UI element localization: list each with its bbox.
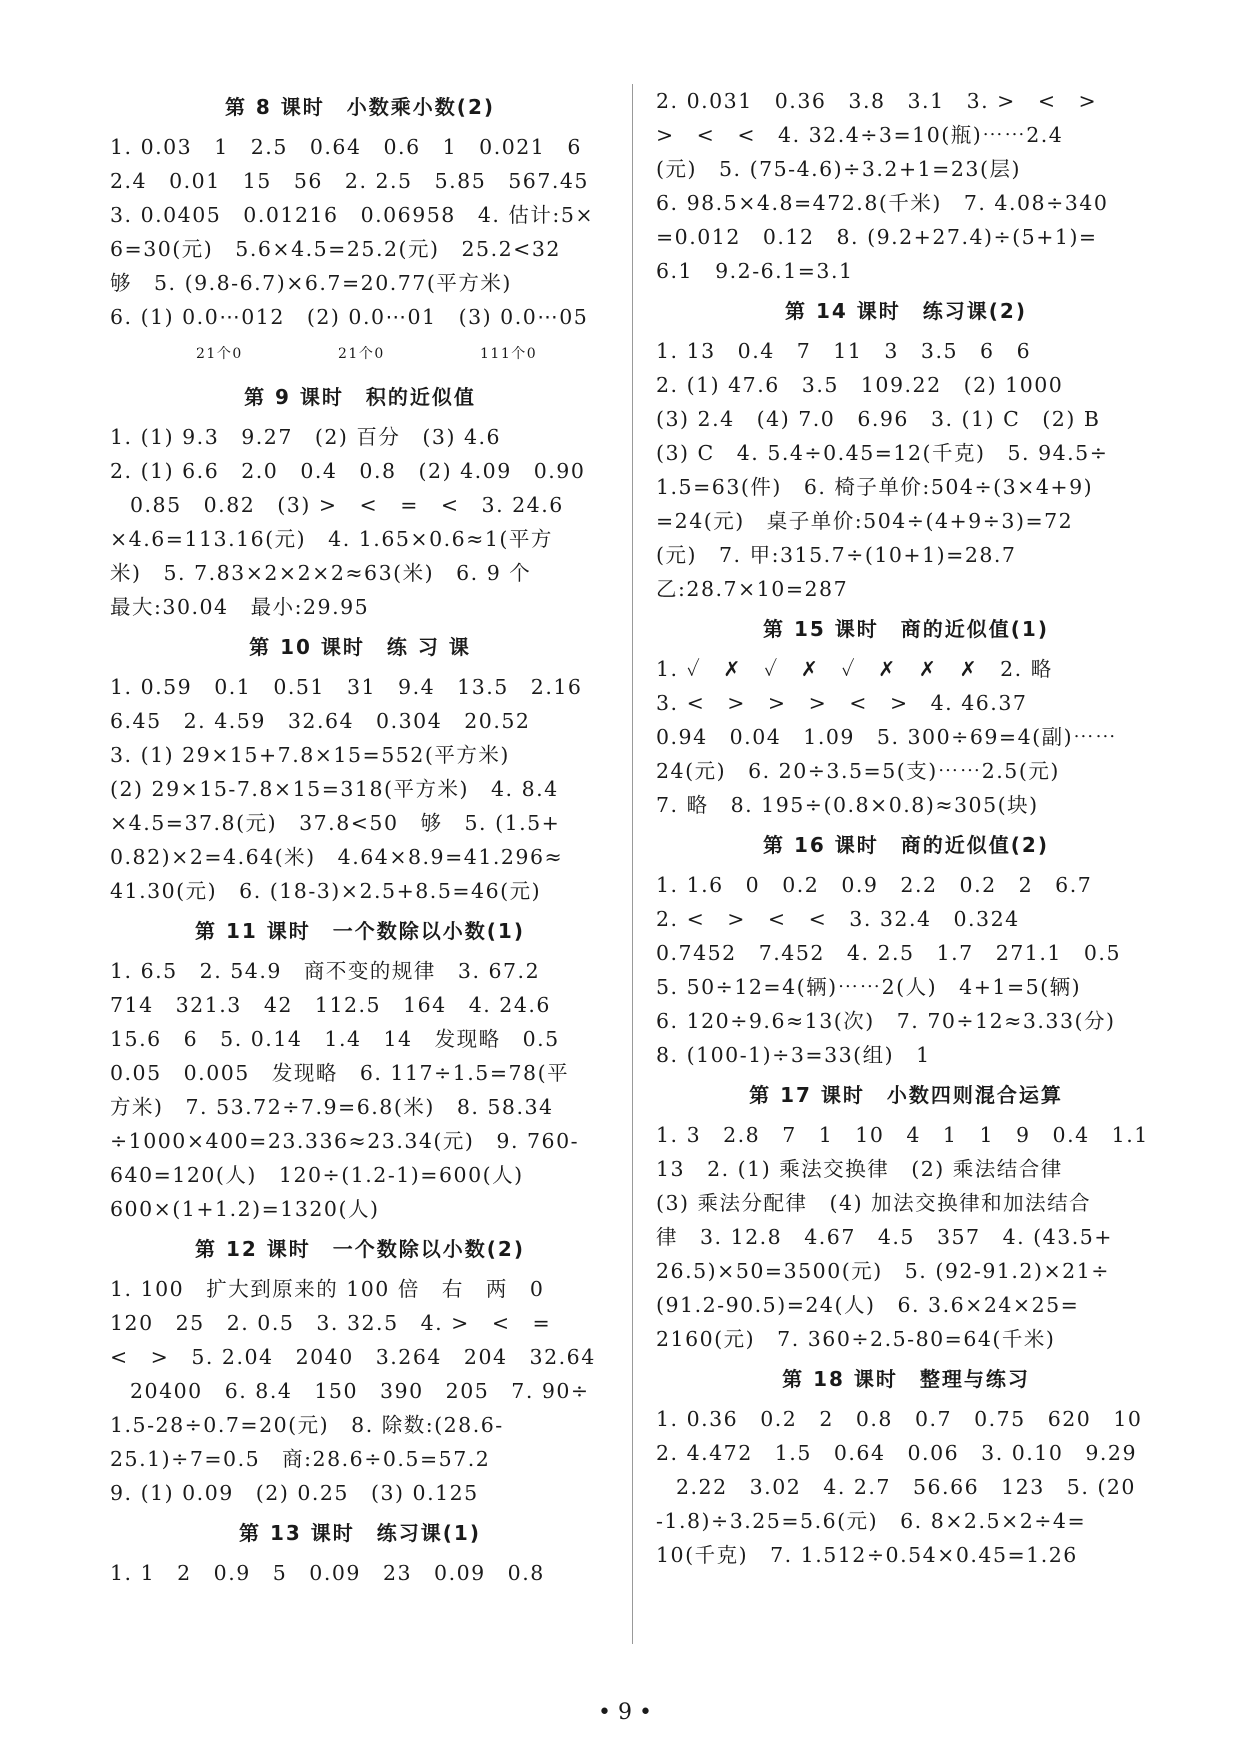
answer-line: 640=120(人) 120÷(1.2-1)=600(人)	[110, 1163, 524, 1187]
answer-line: 1.5=63(件) 6. 椅子单价:504÷(3×4+9)	[656, 475, 1094, 499]
section-11-body	[110, 954, 610, 1226]
answer-line: 714 321.3 42 112.5 164 4. 24.6	[110, 993, 551, 1017]
answer-line: 6. (1) 0.0⋯012 (2) 0.0⋯01 (3) 0.0⋯05	[110, 305, 589, 329]
answer-line: 1. 6.5 2. 54.9 商不变的规律 3. 67.2	[110, 959, 541, 983]
answer-line: (3) C 4. 5.4÷0.45=12(千克) 5. 94.5÷	[656, 441, 1109, 465]
answer-line: 0.7452 7.452 4. 2.5 1.7 271.1 0.5	[656, 941, 1121, 965]
section-10-body	[110, 670, 610, 908]
answer-line: 6.45 2. 4.59 32.64 0.304 20.52	[110, 709, 531, 733]
answer-line: =24(元) 桌子单价:504÷(4+9÷3)=72	[656, 509, 1074, 533]
answer-line: 1. 100 扩大到原来的 100 倍 右 两 0	[110, 1277, 545, 1301]
answer-line: (91.2-90.5)=24(人) 6. 3.6×24×25=	[656, 1293, 1080, 1317]
section-8-body	[110, 130, 610, 374]
answer-line: 1. ✓ ✗ ✓ ✗ ✓ ✗ ✗ ✗ 2. 略	[656, 657, 1053, 681]
answer-line: 方米) 7. 53.72÷7.9=6.8(米) 8. 58.34	[110, 1095, 554, 1119]
answer-line: 1. 1.6 0 0.2 0.9 2.2 0.2 2 6.7	[656, 873, 1093, 897]
brace-labels	[110, 334, 610, 374]
answer-line: ÷1000×400=23.336≈23.34(元) 9. 760-	[110, 1129, 580, 1153]
answer-line: 3. 0.0405 0.01216 0.06958 4. 估计:5×	[110, 203, 595, 227]
section-title-18: 第 18 课时 整理与练习	[782, 1367, 1030, 1391]
section-title-12: 第 12 课时 一个数除以小数(2)	[195, 1237, 525, 1261]
answer-line: 6.1 9.2-6.1=3.1	[656, 259, 854, 283]
right-column	[656, 84, 1156, 1572]
answer-line: 1. 0.03 1 2.5 0.64 0.6 1 0.021 6	[110, 135, 582, 159]
answer-line: 15.6 6 5. 0.14 1.4 14 发现略 0.5	[110, 1027, 560, 1051]
answer-line: 41.30(元) 6. (18-3)×2.5+8.5=46(元)	[110, 879, 542, 903]
answer-line: 13 2. (1) 乘法交换律 (2) 乘法结合律	[656, 1157, 1063, 1181]
answer-line: 25.1)÷7=0.5 商:28.6÷0.5=57.2	[110, 1447, 491, 1471]
answer-line: 3. (1) 29×15+7.8×15=552(平方米)	[110, 743, 510, 767]
answer-line: ×4.5=37.8(元) 37.8<50 够 5. (1.5+	[110, 811, 561, 835]
answer-line: 0.05 0.005 发现略 6. 117÷1.5=78(平	[110, 1061, 570, 1085]
answer-line: 2.4 0.01 15 56 2. 2.5 5.85 567.45	[110, 169, 589, 193]
answer-line: 2160(元) 7. 360÷2.5-80=64(千米)	[656, 1327, 1056, 1351]
answer-line: 2. (1) 47.6 3.5 109.22 (2) 1000	[656, 373, 1064, 397]
answer-line: 2. < > < < 3. 32.4 0.324	[656, 907, 1020, 931]
column-divider	[632, 84, 633, 1644]
answer-line: (3) 乘法分配律 (4) 加法交换律和加法结合	[656, 1191, 1092, 1215]
section-title-11: 第 11 课时 一个数除以小数(1)	[195, 919, 525, 943]
answer-line: 9. (1) 0.09 (2) 0.25 (3) 0.125	[110, 1481, 479, 1505]
answer-line: 2. 0.031 0.36 3.8 3.1 3. > < >	[656, 89, 1098, 113]
answer-line: 6. 120÷9.6≈13(次) 7. 70÷12≈3.33(分)	[656, 1009, 1116, 1033]
answer-line: ×4.6=113.16(元) 4. 1.65×0.6≈1(平方	[110, 527, 553, 551]
section-title-9: 第 9 课时 积的近似值	[244, 385, 476, 409]
brace-label: 21个0	[338, 346, 385, 362]
answer-line: > < < 4. 32.4÷3=10(瓶)⋯⋯2.4	[656, 123, 1064, 147]
section-18-body	[656, 1402, 1156, 1572]
section-title-17: 第 17 课时 小数四则混合运算	[749, 1083, 1063, 1107]
answer-line: 2. 4.472 1.5 0.64 0.06 3. 0.10 9.29	[656, 1441, 1138, 1465]
page-number: • 9 •	[598, 1700, 652, 1725]
answer-line: 5. 50÷12=4(辆)⋯⋯2(人) 4+1=5(辆)	[656, 975, 1082, 999]
answer-line: 乙:28.7×10=287	[656, 577, 849, 601]
answer-line: 6=30(元) 5.6×4.5=25.2(元) 25.2<32	[110, 237, 561, 261]
answer-line: 6. 98.5×4.8=472.8(千米) 7. 4.08÷340	[656, 191, 1109, 215]
answer-line: 120 25 2. 0.5 3. 32.5 4. > < =	[110, 1311, 552, 1335]
answer-line: 10(千克) 7. 1.512÷0.54×0.45=1.26	[656, 1543, 1078, 1567]
section-13-body	[110, 1556, 610, 1590]
answer-line: (2) 29×15-7.8×15=318(平方米) 4. 8.4	[110, 777, 559, 801]
answer-line: 1. 3 2.8 7 1 10 4 1 1 9 0.4 1.1	[656, 1123, 1149, 1147]
section-13-continued	[656, 84, 1156, 288]
answer-line: 最大:30.04 最小:29.95	[110, 595, 370, 619]
answer-line: (元) 7. 甲:315.7÷(10+1)=28.7	[656, 543, 1017, 567]
answer-line: 1. (1) 9.3 9.27 (2) 百分 (3) 4.6	[110, 425, 502, 449]
answer-line: 600×(1+1.2)=1320(人)	[110, 1197, 380, 1221]
section-title-14: 第 14 课时 练习课(2)	[785, 299, 1027, 323]
section-title-15: 第 15 课时 商的近似值(1)	[763, 617, 1049, 641]
section-9-body	[110, 420, 610, 624]
answer-line: 7. 略 8. 195÷(0.8×0.8)≈305(块)	[656, 793, 1039, 817]
answer-line: (3) 2.4 (4) 7.0 6.96 3. (1) C (2) B	[656, 407, 1101, 431]
answer-line: =0.012 0.12 8. (9.2+27.4)÷(5+1)=	[656, 225, 1098, 249]
brace-label: 111个0	[480, 346, 538, 362]
answer-line: 20400 6. 8.4 150 390 205 7. 90÷	[130, 1379, 590, 1403]
answer-line: 律 3. 12.8 4.67 4.5 357 4. (43.5+	[656, 1225, 1113, 1249]
answer-line: 0.85 0.82 (3) > < = < 3. 24.6	[130, 493, 564, 517]
section-12-body	[110, 1272, 610, 1510]
answer-line: 1. 13 0.4 7 11 3 3.5 6 6	[656, 339, 1032, 363]
answer-line: 0.82)×2=4.64(米) 4.64×8.9=41.296≈	[110, 845, 564, 869]
answer-line: 3. < > > > < > 4. 46.37	[656, 691, 1028, 715]
answer-line: 1. 0.59 0.1 0.51 31 9.4 13.5 2.16	[110, 675, 583, 699]
answer-line: 0.94 0.04 1.09 5. 300÷69=4(副)⋯⋯	[656, 725, 1118, 749]
answer-line: 1. 0.36 0.2 2 0.8 0.7 0.75 620 10	[656, 1407, 1143, 1431]
answer-line: 够 5. (9.8-6.7)×6.7=20.77(平方米)	[110, 271, 512, 295]
answer-line: (元) 5. (75-4.6)÷3.2+1=23(层)	[656, 157, 1021, 181]
answer-line: 1. 1 2 0.9 5 0.09 23 0.09 0.8	[110, 1561, 545, 1585]
answer-line: 24(元) 6. 20÷3.5=5(支)⋯⋯2.5(元)	[656, 759, 1060, 783]
answer-line: < > 5. 2.04 2040 3.264 204 32.64	[110, 1345, 596, 1369]
brace-label: 21个0	[196, 346, 243, 362]
answer-line: 8. (100-1)÷3=33(组) 1	[656, 1043, 931, 1067]
section-title-13: 第 13 课时 练习课(1)	[239, 1521, 481, 1545]
section-17-body	[656, 1118, 1156, 1356]
answer-line: -1.8)÷3.25=5.6(元) 6. 8×2.5×2÷4=	[656, 1509, 1087, 1533]
section-15-body	[656, 652, 1156, 822]
answer-line: 2. (1) 6.6 2.0 0.4 0.8 (2) 4.09 0.90	[110, 459, 586, 483]
section-14-body	[656, 334, 1156, 606]
answer-line: 1.5-28÷0.7=20(元) 8. 除数:(28.6-	[110, 1413, 504, 1437]
section-title-8: 第 8 课时 小数乘小数(2)	[224, 95, 496, 119]
answer-line: 2.22 3.02 4. 2.7 56.66 123 5. (20	[676, 1475, 1136, 1499]
section-title-16: 第 16 课时 商的近似值(2)	[763, 833, 1049, 857]
answer-line: 米) 5. 7.83×2×2×2≈63(米) 6. 9 个	[110, 561, 532, 585]
left-column	[110, 84, 610, 1590]
answer-line: 26.5)×50=3500(元) 5. (92-91.2)×21÷	[656, 1259, 1110, 1283]
section-16-body	[656, 868, 1156, 1072]
section-title-10: 第 10 课时 练 习 课	[249, 635, 471, 659]
